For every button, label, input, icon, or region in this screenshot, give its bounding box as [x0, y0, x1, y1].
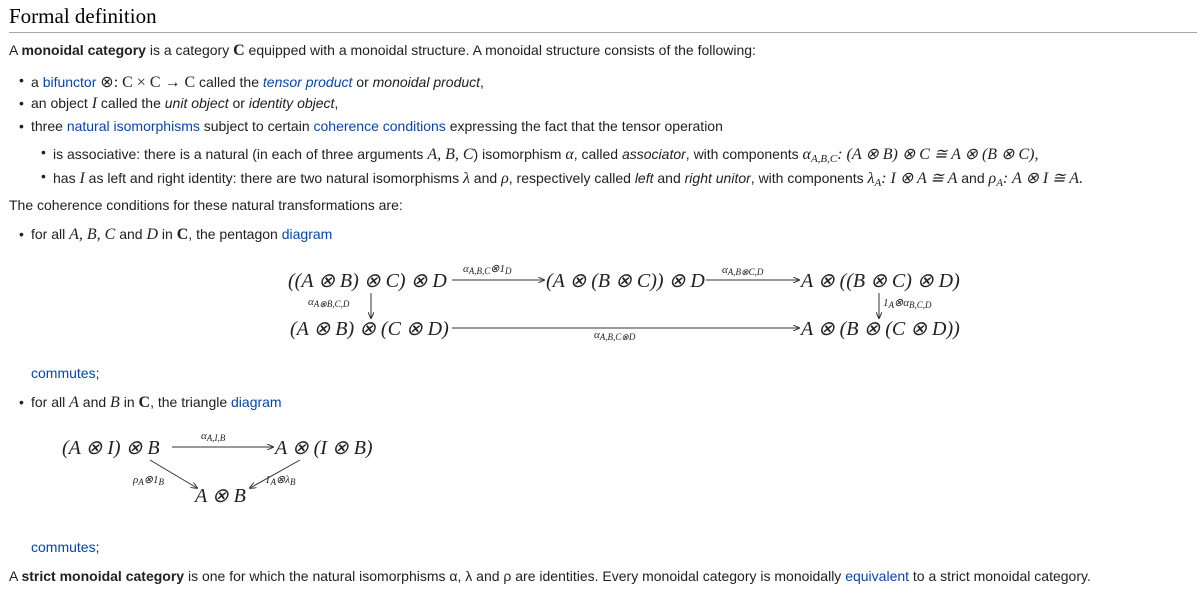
- math-lambda-a: λ: [867, 170, 875, 187]
- math-bifunctor: ⊗: C × C → C: [100, 74, 196, 91]
- item-text: as left and right identity: there are two natural isomorphisms: [84, 170, 463, 186]
- math-lambda: λ: [462, 170, 470, 187]
- item-text: in: [119, 394, 139, 410]
- label-subscript: B: [158, 477, 164, 487]
- label-subscript: A,B,C⊗D: [599, 332, 636, 342]
- label-subscript: A: [270, 477, 276, 487]
- punctuation: ;: [95, 539, 100, 555]
- item-text: and: [115, 226, 147, 242]
- math-right-unitor-iso: : A ⊗ I ≅ A.: [1002, 170, 1084, 187]
- label-subscript: A: [138, 477, 144, 487]
- label-subscript: B,C,D: [909, 300, 932, 310]
- item-text: , respectively called: [508, 170, 635, 186]
- coherence-intro: The coherence conditions for these natural transformations are:: [9, 197, 403, 213]
- item-text: , with components: [685, 146, 803, 162]
- math-subscript: A: [996, 177, 1003, 189]
- math-category: C: [176, 226, 189, 243]
- label-subscript: D: [505, 266, 512, 276]
- math-subscript: A: [874, 177, 882, 189]
- math-left-unitor-iso: : I ⊗ A ≅ A: [881, 170, 958, 187]
- triangle-arrow-23: [250, 460, 300, 488]
- label-subscript: A: [888, 300, 894, 310]
- label-subscript: A,I,B: [206, 433, 226, 443]
- item-text: a: [31, 74, 43, 90]
- strict-paragraph: [9, 568, 1091, 584]
- em-right-unitor: right unitor: [684, 170, 751, 186]
- label-subscript: A,B,C: [468, 266, 491, 276]
- item-text: ) isomorphism: [473, 146, 566, 162]
- para-text: to a strict monoidal category.: [909, 568, 1091, 584]
- pentagon-node-3: A ⊗ ((B ⊗ C) ⊗ D): [801, 270, 960, 292]
- item-text: and: [957, 170, 989, 186]
- label-symbol: α: [594, 329, 600, 341]
- link-natural-isomorphisms[interactable]: natural isomorphisms: [66, 118, 200, 134]
- label-symbol: ⊗α: [894, 297, 909, 309]
- item-text: , the triangle: [150, 394, 232, 410]
- label-symbol: ⊗1: [490, 263, 505, 275]
- item-text: has: [53, 170, 80, 186]
- link-diagram[interactable]: diagram: [231, 394, 282, 410]
- math-associator-iso: : (A ⊗ B) ⊗ C ≅ A ⊗ (B ⊗ C),: [837, 146, 1039, 163]
- label-symbol: α: [308, 296, 314, 308]
- em-identity-object: identity object: [248, 95, 335, 111]
- item-text: is associative: there is a natural (in each of three arguments: [53, 146, 428, 162]
- item-text: , called: [573, 146, 622, 162]
- em-monoidal-product: monoidal product: [372, 74, 481, 90]
- math-rho-a: ρ: [988, 170, 997, 187]
- math-alpha-components: α: [802, 146, 811, 163]
- section-heading: Formal definition: [9, 4, 1197, 33]
- math-alpha: α: [565, 146, 574, 163]
- item-text: for all: [31, 226, 70, 242]
- pentagon-node-1: ((A ⊗ B) ⊗ C) ⊗ D: [288, 270, 447, 292]
- term-monoidal-category: monoidal category: [21, 42, 146, 58]
- triangle-node-3: A ⊗ B: [195, 485, 246, 507]
- label-symbol: 1: [883, 297, 889, 309]
- label-subscript: A,B⊗C,D: [727, 267, 764, 277]
- link-diagram[interactable]: diagram: [281, 226, 333, 242]
- item-text: or: [352, 74, 373, 90]
- math-rho: ρ: [501, 170, 509, 187]
- item-text: , the pentagon: [188, 226, 282, 242]
- link-commutes[interactable]: commutes: [31, 539, 96, 555]
- math-D: D: [146, 226, 159, 243]
- triangle-node-1: (A ⊗ I) ⊗ B: [62, 437, 160, 459]
- item-text: and: [653, 170, 685, 186]
- item-text: ,: [334, 95, 339, 111]
- item-text: or: [228, 95, 249, 111]
- term-strict-monoidal-category: strict monoidal category: [21, 568, 185, 584]
- label-symbol: ⊗λ: [276, 474, 290, 486]
- link-tensor-product[interactable]: tensor product: [262, 74, 353, 90]
- link-equivalent[interactable]: equivalent: [845, 568, 910, 584]
- intro-text: is a category: [145, 42, 234, 58]
- item-text: for all: [31, 394, 70, 410]
- math-abc: A, B, C: [427, 146, 474, 163]
- intro-text: equipped with a monoidal structure. A monoidal structure consists of the following:: [244, 42, 756, 58]
- label-symbol: α: [722, 264, 728, 276]
- label-subscript: B: [289, 477, 296, 487]
- para-text: A: [9, 568, 22, 584]
- pentagon-node-5: A ⊗ (B ⊗ (C ⊗ D)): [801, 318, 960, 340]
- item-text: subject to certain: [199, 118, 314, 134]
- math-A: A: [69, 394, 79, 411]
- math-category: C: [233, 42, 245, 59]
- math-subscript: A,B,C: [810, 153, 838, 165]
- punctuation: ;: [95, 365, 100, 381]
- item-text: , with components: [750, 170, 868, 186]
- triangle-node-2: A ⊗ (I ⊗ B): [275, 437, 373, 459]
- item-text: and: [78, 394, 111, 410]
- link-bifunctor[interactable]: bifunctor: [42, 74, 97, 90]
- intro-text: A: [9, 42, 22, 58]
- math-abc: A, B, C: [69, 226, 116, 243]
- link-commutes[interactable]: commutes: [31, 365, 96, 381]
- label-symbol: 1: [265, 474, 271, 486]
- item-text: ,: [480, 74, 484, 90]
- pentagon-node-4: (A ⊗ B) ⊗ (C ⊗ D): [290, 318, 449, 340]
- em-associator: associator: [621, 146, 686, 162]
- item-text: expressing the fact that the tensor operation: [445, 118, 723, 134]
- em-left: left: [634, 170, 654, 186]
- para-text: is one for which the natural isomorphisms α, λ and ρ are identities. Every monoidal category is monoidally: [184, 568, 846, 584]
- commutes-line-2: [31, 539, 99, 555]
- item-text: three: [31, 118, 67, 134]
- math-I: I: [91, 95, 98, 112]
- label-symbol: ⊗1: [143, 474, 159, 486]
- label-symbol: α: [463, 263, 469, 275]
- math-I: I: [79, 170, 85, 187]
- item-text: called the: [97, 95, 165, 111]
- label-subscript: A⊗B,C,D: [313, 299, 350, 309]
- item-text: an object: [31, 95, 92, 111]
- triangle-arrow-13: [150, 460, 197, 488]
- math-B: B: [110, 394, 120, 411]
- label-symbol: α: [201, 430, 207, 442]
- item-text: and: [469, 170, 502, 186]
- item-text: in: [158, 226, 177, 242]
- math-category: C: [138, 394, 151, 411]
- item-text: called the: [195, 74, 263, 90]
- pentagon-node-2: (A ⊗ (B ⊗ C)) ⊗ D: [546, 270, 705, 292]
- link-coherence-conditions[interactable]: coherence conditions: [313, 118, 446, 134]
- em-unit-object: unit object: [164, 95, 229, 111]
- label-symbol: ρ: [133, 474, 139, 486]
